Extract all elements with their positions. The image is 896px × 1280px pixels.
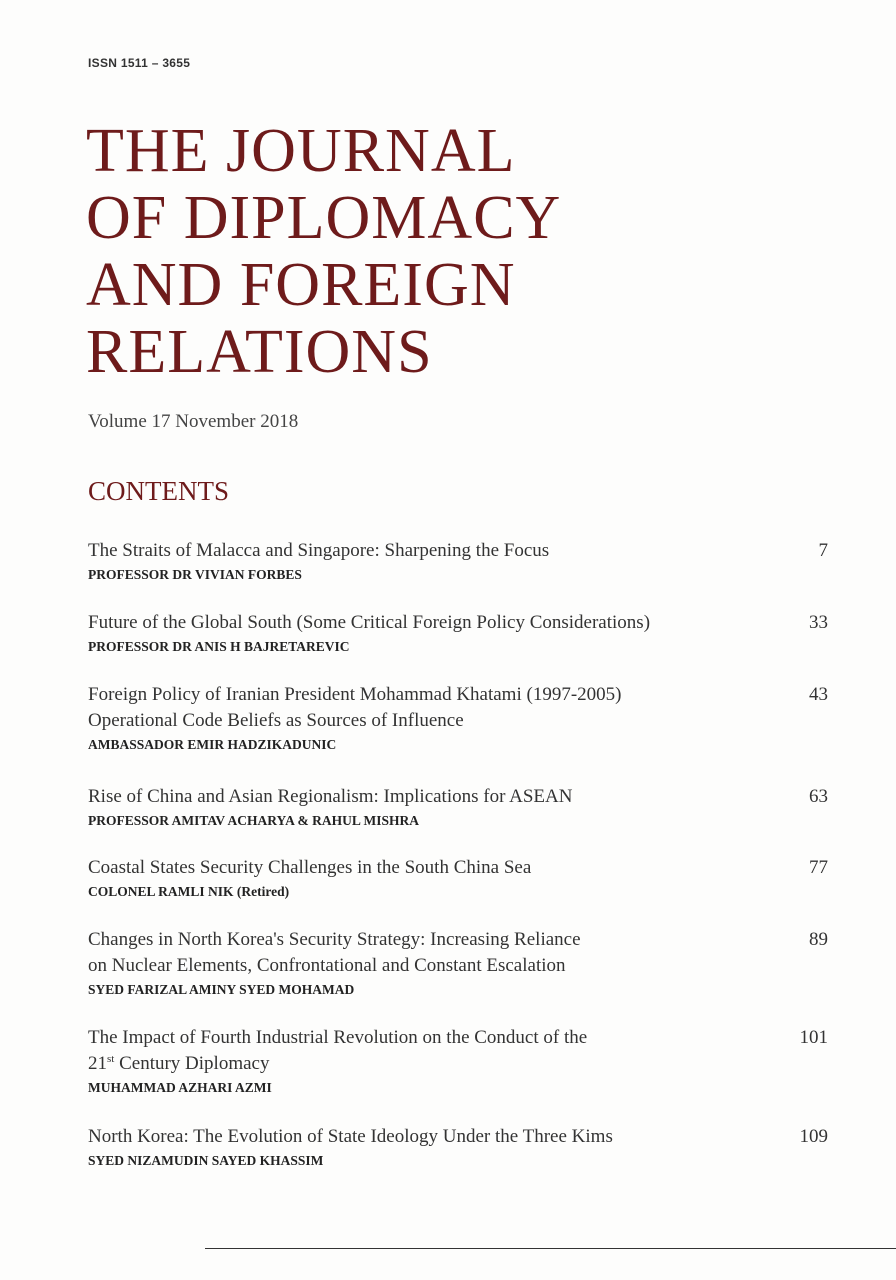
entry-title: The Impact of Fourth Industrial Revolution on the Conduct of the xyxy=(88,1027,588,1048)
entry-author: MUHAMMAD AZHARI AZMI xyxy=(88,1080,272,1095)
entry-title: The Straits of Malacca and Singapore: Sharpening the Focus xyxy=(88,540,550,561)
entry-author: SYED NIZAMUDIN SAYED KHASSIM xyxy=(88,1153,324,1168)
entry-title: Changes in North Korea's Security Strategy: Increasing Reliance xyxy=(88,929,581,950)
entry-title: Operational Code Beliefs as Sources of Influence xyxy=(88,710,464,731)
volume-info: Volume 17 November 2018 xyxy=(88,411,299,432)
entry-page: 77 xyxy=(809,857,828,878)
journal-title xyxy=(86,118,561,386)
title-part: Century Diplomacy xyxy=(114,1053,270,1074)
entry-page: 109 xyxy=(799,1126,828,1147)
contents-entry xyxy=(88,927,828,1000)
entry-title: Future of the Global South (Some Critical Foreign Policy Considerations) xyxy=(88,612,651,633)
entry-page: 101 xyxy=(799,1027,828,1048)
entry-author: COLONEL RAMLI NIK (Retired) xyxy=(88,884,290,899)
contents-entry xyxy=(88,538,828,585)
entry-author: AMBASSADOR EMIR HADZIKADUNIC xyxy=(88,737,337,752)
contents-entry xyxy=(88,682,828,755)
title-line: THE JOURNAL xyxy=(86,117,516,185)
entry-author: PROFESSOR DR ANIS H BAJRETAREVIC xyxy=(88,639,350,654)
entry-author: PROFESSOR AMITAV ACHARYA & RAHUL MISHRA xyxy=(88,813,419,828)
entry-title: Rise of China and Asian Regionalism: Implications for ASEAN xyxy=(88,786,573,807)
title-line: OF DIPLOMACY xyxy=(86,184,562,252)
title-line: RELATIONS xyxy=(86,318,433,386)
entry-page: 33 xyxy=(809,612,828,633)
entry-title: North Korea: The Evolution of State Ideology Under the Three Kims xyxy=(88,1126,613,1147)
entry-page: 63 xyxy=(809,786,828,807)
title-superscript: st xyxy=(107,1053,115,1065)
contents-entry xyxy=(88,1025,828,1098)
entry-page: 89 xyxy=(809,929,828,950)
entry-title: on Nuclear Elements, Confrontational and Constant Escalation xyxy=(88,955,566,976)
entry-page: 7 xyxy=(818,540,828,561)
entry-title: Coastal States Security Challenges in the South China Sea xyxy=(88,857,532,878)
entry-author: PROFESSOR DR VIVIAN FORBES xyxy=(88,567,302,582)
contents-entry xyxy=(88,610,828,657)
bottom-rule xyxy=(205,1248,896,1249)
title-part: 21 xyxy=(88,1053,107,1074)
entry-title xyxy=(88,1051,748,1077)
entry-author: SYED FARIZAL AMINY SYED MOHAMAD xyxy=(88,982,355,997)
entry-title: Foreign Policy of Iranian President Mohammad Khatami (1997-2005) xyxy=(88,684,622,705)
title-line: AND FOREIGN xyxy=(86,251,516,319)
contents-entry xyxy=(88,784,828,831)
entry-page: 43 xyxy=(809,684,828,705)
issn: ISSN 1511 – 3655 xyxy=(88,56,191,70)
contents-heading: CONTENTS xyxy=(88,476,229,506)
contents-entry xyxy=(88,1124,828,1171)
contents-entry xyxy=(88,855,828,902)
